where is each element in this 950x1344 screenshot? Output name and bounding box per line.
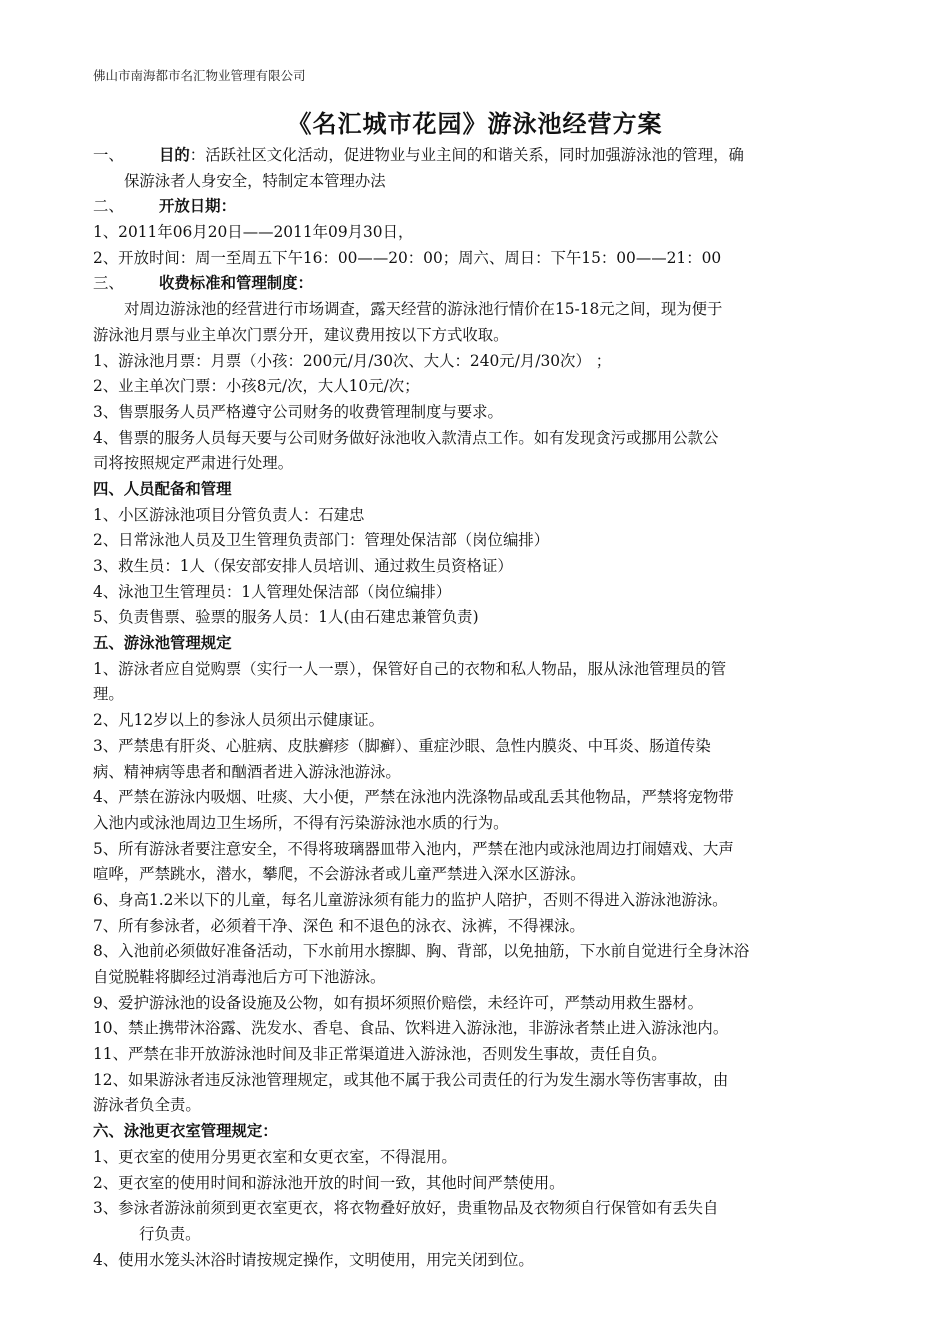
section-4-heading: 四、人员配备和管理 [93,479,232,498]
document-body [93,143,861,1273]
list-item: 5、所有游泳者要注意安全，不得将玻璃器皿带入池内，严禁在池内或泳池周边打闹嬉戏、大声 [93,839,734,858]
section-2-number: 二、 [93,197,124,216]
section-6-heading: 六、泳池更衣室管理规定： [93,1122,278,1141]
list-item: 4、严禁在游泳内吸烟、吐痰、大小便，严禁在泳池内洗涤物品或乱丢其他物品，严禁将宠物带 [93,788,734,807]
list-item: 2、开放时间：周一至周五下午16：00——20：00；周六、周日：下午15：00——21：00 [93,248,722,267]
list-item: 2、日常泳池人员及卫生管理负责部门：管理处保洁部（岗位编排） [93,531,550,550]
list-item: 10、禁止携带沐浴露、洗发水、香皂、食品、饮料进入游泳池，非游泳者禁止进入游泳池内。 [93,1019,729,1038]
list-item: 1、小区游泳池项目分管负责人：石建忠 [93,505,365,524]
list-item-continuation: 行负责。 [139,1224,201,1243]
section-3-heading: 收费标准和管理制度： [159,274,313,293]
list-item: 2、业主单次门票：小孩8元/次，大人10元/次； [93,377,420,396]
section-1-number: 一、 [93,146,124,164]
section-3-paragraph-line-2: 游泳池月票与业主单次门票分开，建议费用按以下方式收取。 [93,325,509,344]
list-item: 病、精神病等患者和酗酒者进入游泳池游泳。 [93,762,401,781]
list-item: 1、更衣室的使用分男更衣室和女更衣室，不得混用。 [93,1147,457,1166]
list-item: 自觉脱鞋将脚经过消毒池后方可下池游泳。 [93,968,386,986]
list-item: 3、参泳者游泳前须到更衣室更衣，将衣物叠好放好，贵重物品及衣物须自行保管如有丢失自 [93,1199,719,1218]
list-item: 5、负责售票、验票的服务人员：1人(由石建忠兼管负责) [93,608,479,627]
section-5-heading: 五、游泳池管理规定 [93,634,232,653]
section-3-heading-line [93,271,861,297]
list-item: 1、游泳池月票：月票（小孩：200元/月/30次、大人：240元/月/30次） ； [93,351,612,370]
section-3-paragraph-line-1: 对周边游泳池的经营进行市场调查，露天经营的游泳池行情价在15-18元之间，现为便于 [124,300,723,319]
section-1-line-2: 保游泳者人身安全，特制定本管理办法 [124,171,386,190]
list-item: 12、如果游泳者违反泳池管理规定，或其他不属于我公司责任的行为发生溺水等伤害事故，由 [93,1070,729,1089]
section-1-line-1 [93,143,861,169]
list-item: 6、身高1.2米以下的儿童，每名儿童游泳须有能力的监护人陪护，否则不得进入游泳池游泳。 [93,890,728,909]
section-3-number: 三、 [93,274,124,293]
list-item: 1、游泳者应自觉购票（实行一人一票），保管好自己的衣物和私人物品，服从泳池管理员的管 [93,659,727,678]
list-item: 1、2011年06月20日——2011年09月30日， [93,223,414,242]
list-item: 理。 [93,685,124,704]
section-2-heading: 开放日期： [159,197,236,216]
company-header: 佛山市南海都市名汇物业管理有限公司 [93,68,306,83]
list-item: 3、售票服务人员严格遵守公司财务的收费管理制度与要求。 [93,402,503,421]
list-item: 8、入池前必须做好准备活动，下水前用水擦脚、胸、背部，以免抽筋，下水前自觉进行全身沐浴 [93,942,750,961]
list-item: 司将按照规定严肃进行处理。 [93,454,294,473]
section-1-text: ：活跃社区文化活动，促进物业与业主间的和谐关系，同时加强游泳池的管理，确 [189,146,744,164]
list-item: 4、泳池卫生管理员：1人管理处保洁部（岗位编排） [93,582,452,601]
list-item: 2、凡12岁以上的参泳人员须出示健康证。 [93,711,385,730]
section-1-heading: 目的 [159,146,190,164]
list-item: 入池内或泳池周边卫生场所，不得有污染游泳池水质的行为。 [93,813,509,832]
list-item: 游泳者负全责。 [93,1096,201,1115]
list-item: 2、更衣室的使用时间和游泳池开放的时间一致，其他时间严禁使用。 [93,1173,565,1192]
list-item: 9、爱护游泳池的设备设施及公物，如有损坏须照价赔偿，未经许可，严禁动用救生器材。 [93,993,704,1012]
list-item: 4、使用水笼头沐浴时请按规定操作，文明使用，用完关闭到位。 [93,1250,534,1269]
list-item: 7、所有参泳者，必须着干净、深色 和不退色的泳衣、泳裤，不得裸泳。 [93,916,585,935]
list-item: 4、售票的服务人员每天要与公司财务做好泳池收入款清点工作。如有发现贪污或挪用公款公 [93,428,719,447]
section-2-heading-line [93,194,861,220]
list-item: 3、严禁患有肝炎、心脏病、皮肤癣疹（脚癣）、重症沙眼、急性内膜炎、中耳炎、肠道传染 [93,736,711,755]
list-item: 3、救生员：1人（保安部安排人员培训、通过救生员资格证） [93,557,513,575]
list-item: 11、严禁在非开放游泳池时间及非正常渠道进入游泳池，否则发生事故，责任自负。 [93,1045,667,1064]
list-item: 喧哗，严禁跳水，潜水，攀爬，不会游泳者或儿童严禁进入深水区游泳。 [93,865,586,884]
document-title: 《名汇城市花园》游泳池经营方案 [287,110,663,138]
